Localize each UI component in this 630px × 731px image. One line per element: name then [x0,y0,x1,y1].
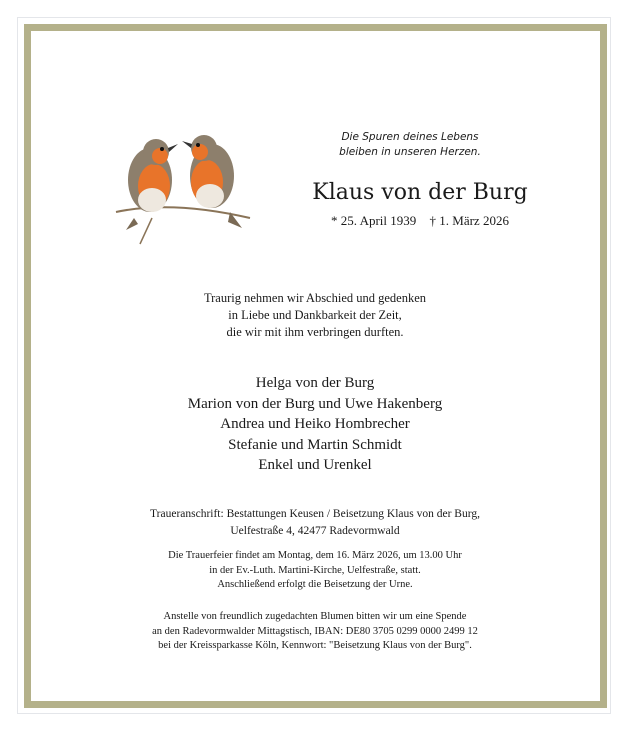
mourner: Helga von der Burg [255,375,375,391]
mourning-address [0,506,630,540]
donation-line: an den Radevormwalder Mittagstisch, IBAN: DE80 3705 0299 0000 2499 12 [152,625,478,637]
address-line: Uelfestraße 4, 42477 Radevormwald [230,525,400,537]
robin-left [126,139,178,230]
ceremony-line: in der Ev.-Luth. Martini-Kirche, Uelfestraße, statt. [209,564,421,576]
intro-line: die wir mit ihm verbringen durften. [226,325,404,339]
quote-line: Die Spuren deines Lebens [341,131,479,143]
death-date: † 1. März 2026 [429,213,509,228]
donation-line: Anstelle von freundlich zugedachten Blumen bitten wir um eine Spende [163,611,467,622]
intro-line: Traurig nehmen wir Abschied und gedenken [203,291,427,305]
ceremony-line: Anschließend erfolgt die Beisetzung der Urne. [217,579,413,590]
intro-text [0,290,630,341]
gold-frame [24,24,607,708]
birth-date: * 25. April 1939 [331,213,417,228]
mourner: Marion von der Burg und Uwe Hakenberg [187,395,443,412]
mourners-list [0,373,630,476]
ceremony-info [0,549,630,593]
life-dates [300,213,540,229]
mourner: Stefanie und Martin Schmidt [228,436,402,453]
mourner: Enkel und Urenkel [258,457,372,473]
address-line: Traueranschrift: Bestattungen Keusen / Beisetzung Klaus von der Burg, [150,508,480,520]
intro-line: in Liebe und Dankbarkeit der Zeit, [228,308,402,322]
donation-line: bei der Kreissparkasse Köln, Kennwort: "Beisetzung Klaus von der Burg". [158,640,472,651]
deceased-name: Klaus von der Burg [312,180,528,205]
ceremony-line: Die Trauerfeier findet am Montag, dem 16. März 2026, um 13.00 Uhr [168,550,462,561]
robins-illustration [112,128,254,246]
memorial-quote [320,130,500,160]
mourner: Andrea und Heiko Hombrecher [220,416,410,432]
donation-info [0,610,630,654]
quote-line: bleiben in unseren Herzen. [339,146,481,158]
